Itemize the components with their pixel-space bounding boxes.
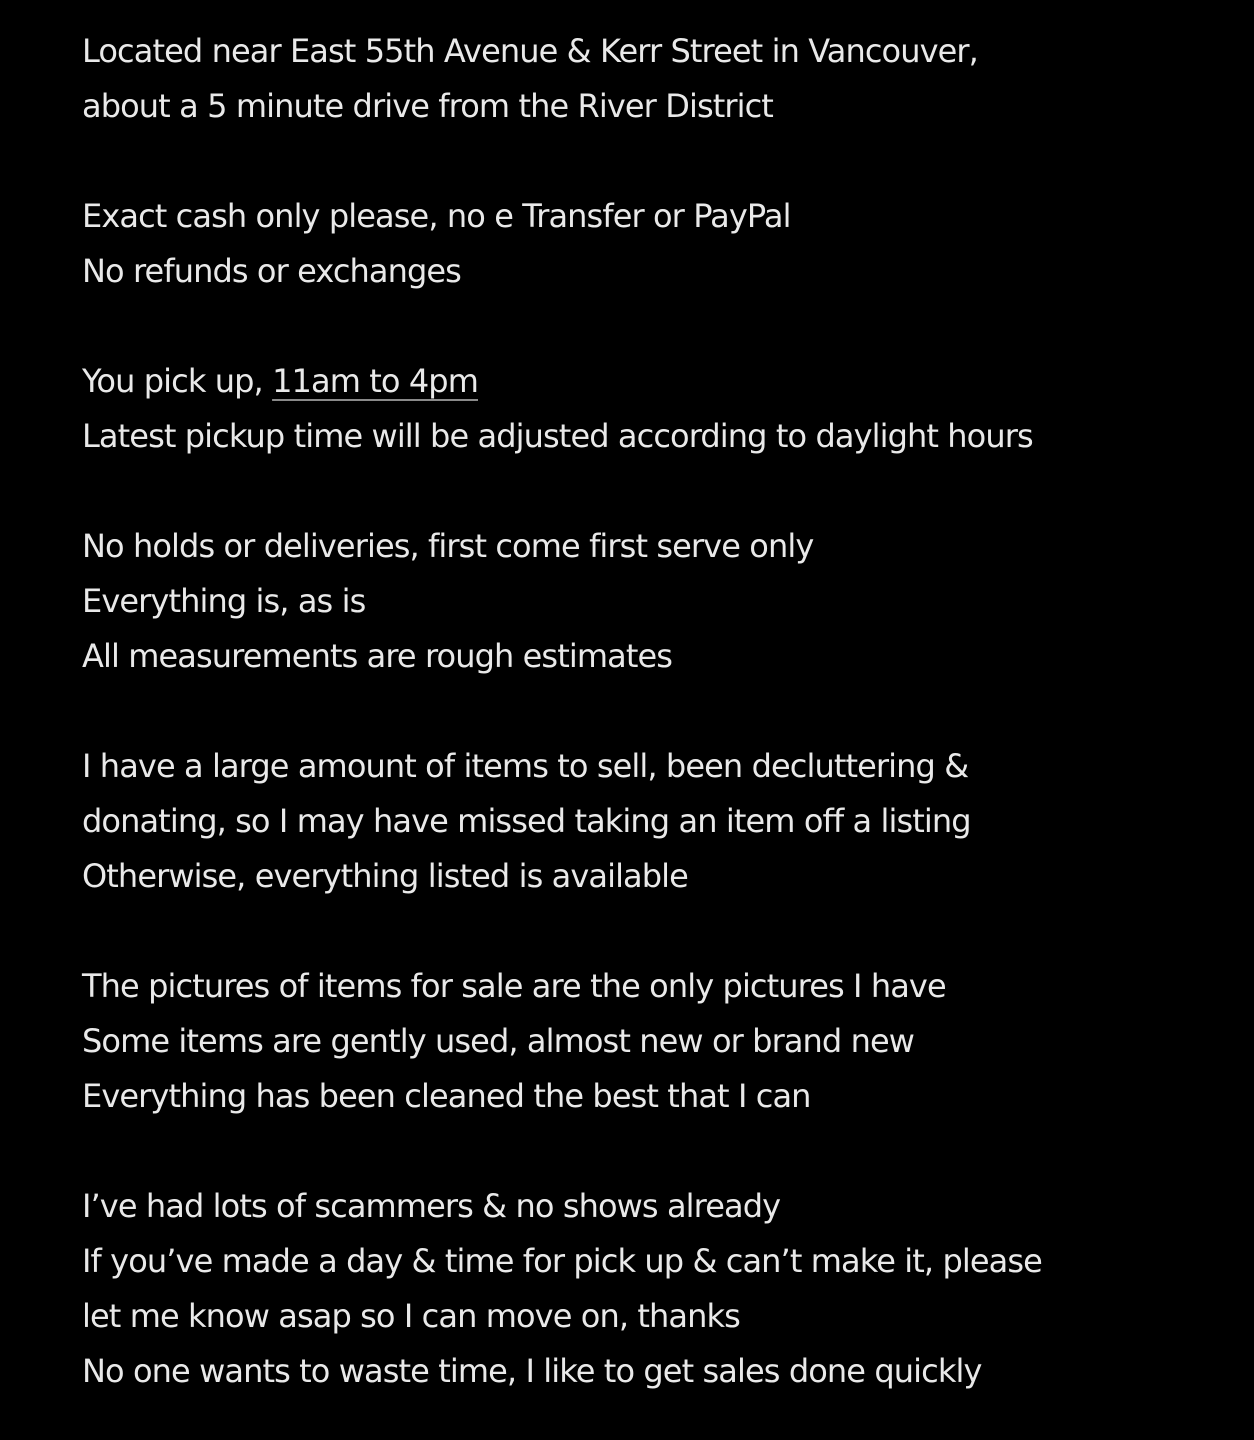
paragraph-payment xyxy=(82,189,1232,299)
text-line: Latest pickup time will be adjusted according to daylight hours xyxy=(82,417,1033,455)
note-body xyxy=(82,24,1232,1399)
paragraph-inventory xyxy=(82,739,1232,904)
text-line: Otherwise, everything listed is available xyxy=(82,857,688,895)
text-line: The pictures of items for sale are the only pictures I have xyxy=(82,967,946,1005)
paragraph-pictures xyxy=(82,959,1232,1124)
paragraph-location xyxy=(82,24,1232,134)
text-line: let me know asap so I can move on, thanks xyxy=(82,1297,740,1335)
paragraph-pickup xyxy=(82,354,1232,464)
text-line: I have a large amount of items to sell, been decluttering & xyxy=(82,747,969,785)
blank-line xyxy=(82,134,1232,189)
text-line: No refunds or exchanges xyxy=(82,252,461,290)
blank-line xyxy=(82,1124,1232,1179)
text-line: I’ve had lots of scammers & no shows already xyxy=(82,1187,781,1225)
pickup-time-link[interactable]: 11am to 4pm xyxy=(272,362,478,400)
text-line: donating, so I may have missed taking an item off a listing xyxy=(82,802,971,840)
text-line: about a 5 minute drive from the River District xyxy=(82,87,773,125)
text-line: All measurements are rough estimates xyxy=(82,637,673,675)
text-line: No one wants to waste time, I like to get sales done quickly xyxy=(82,1352,982,1390)
text-line: Exact cash only please, no e Transfer or PayPal xyxy=(82,197,791,235)
text-line: Some items are gently used, almost new or brand new xyxy=(82,1022,915,1060)
paragraph-no-shows xyxy=(82,1179,1232,1399)
text-line: No holds or deliveries, first come first serve only xyxy=(82,527,814,565)
text-line: Everything is, as is xyxy=(82,582,366,620)
blank-line xyxy=(82,299,1232,354)
text-line: Everything has been cleaned the best that I can xyxy=(82,1077,811,1115)
blank-line xyxy=(82,684,1232,739)
blank-line xyxy=(82,904,1232,959)
text-line: If you’ve made a day & time for pick up & can’t make it, please xyxy=(82,1242,1042,1280)
text-line: Located near East 55th Avenue & Kerr Street in Vancouver, xyxy=(82,32,978,70)
pickup-prefix: You pick up, xyxy=(82,362,273,400)
blank-line xyxy=(82,464,1232,519)
paragraph-policy xyxy=(82,519,1232,684)
text-line-pickup xyxy=(82,354,1232,409)
